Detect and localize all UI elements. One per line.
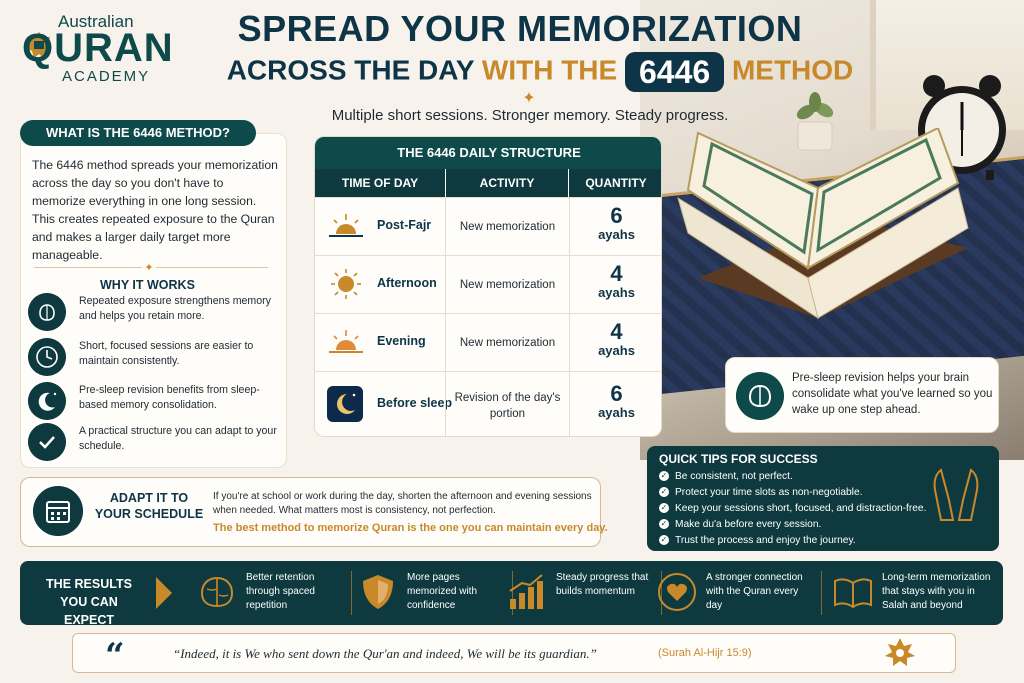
callout-text: Pre-sleep revision helps your brain consolidate what you've learned so you wake up one step ahead. (792, 372, 993, 416)
why-item (28, 423, 280, 463)
shield-icon (357, 571, 399, 613)
table-row (315, 197, 662, 255)
why-heading: WHY IT WORKS (100, 278, 195, 292)
tip-item (659, 471, 793, 482)
activity-cell: New memorization (445, 314, 569, 372)
tip-item (659, 535, 856, 546)
daily-structure-table (314, 136, 662, 437)
time-label: Afternoon (377, 276, 437, 290)
moon-icon (327, 386, 363, 422)
time-cell (325, 198, 445, 256)
adapt-highlight: The best method to memorize Quran is the one you can maintain every day. (213, 522, 608, 534)
arrow-right-icon (156, 577, 172, 609)
open-book-icon (832, 571, 874, 613)
quantity-number: 6 (610, 381, 623, 406)
why-item-text: Short, focused sessions are easier to maintain consistently. (79, 340, 254, 367)
result-text: Better retention through spaced repetition (246, 572, 315, 611)
result-item (357, 561, 507, 625)
tip-text: Make du'a before every session. (675, 519, 822, 530)
brain-icon (736, 372, 784, 420)
calendar-icon (33, 486, 83, 536)
activity-cell: New memorization (445, 198, 569, 256)
ornament-icon (885, 638, 915, 668)
quantity-number: 4 (610, 319, 623, 344)
result-text: More pages memorized with confidence (407, 572, 478, 611)
quantity-cell (569, 314, 662, 372)
page-subtitle: Multiple short sessions. Stronger memory. Steady progress. (331, 107, 729, 124)
title-part-c: METHOD (731, 54, 854, 86)
divider (821, 571, 822, 615)
logo-line1: Australian (58, 12, 134, 31)
title-6446-pill: 6446 (625, 52, 724, 92)
quote-source: (Surah Al-Hijr 15:9) (658, 647, 752, 659)
result-item (196, 561, 346, 625)
tip-item (659, 503, 926, 514)
time-cell (325, 314, 445, 372)
quote-text: “Indeed, it is We who sent down the Qur'an and indeed, We will be its guardian.” (173, 646, 597, 661)
heart-icon (656, 571, 698, 613)
result-text: A stronger connection with the Quran every day (706, 572, 803, 611)
activity-cell: New memorization (445, 256, 569, 314)
clock-icon (28, 338, 66, 376)
why-item (28, 382, 280, 422)
activity-cell: Revision of the day's portion (445, 372, 569, 437)
results-bar (20, 561, 1003, 625)
adapt-schedule-card (20, 477, 608, 547)
check-icon: ✓ (660, 487, 668, 497)
sunset-icon (327, 326, 365, 358)
quantity-unit: ayahs (598, 343, 635, 358)
what-is-body: The 6446 method spreads your memorization across the day so you don't have to memorize everything in one long session. This creates repeated exposure to the Quran and makes a larger daily target more manageable. (32, 158, 278, 262)
result-text: Steady progress that builds momentum (556, 572, 649, 597)
why-item (28, 338, 280, 378)
title-ornament-icon: ✦ (522, 90, 536, 107)
page-title-line2 (200, 52, 880, 92)
title-part-a: ACROSS THE DAY (226, 54, 475, 86)
logo-line2: QURAN (22, 26, 174, 70)
sun-icon (327, 268, 365, 300)
time-cell (325, 256, 445, 314)
table-row (315, 371, 662, 437)
logo-line3: ACADEMY (62, 68, 151, 85)
time-label: Before sleep (377, 396, 453, 410)
result-item (832, 561, 1000, 625)
table-row (315, 255, 662, 313)
column-header-time: TIME OF DAY (315, 169, 445, 197)
tip-text: Trust the process and enjoy the journey. (675, 535, 856, 546)
why-item (28, 293, 280, 333)
why-item-text: A practical structure you can adapt to your schedule. (79, 425, 277, 452)
quantity-number: 4 (610, 261, 623, 286)
tip-item (659, 487, 862, 498)
sunrise-icon (327, 210, 365, 242)
result-item (506, 561, 656, 625)
results-heading: THE RESULTS YOU CAN EXPECT (46, 577, 132, 627)
tip-text: Keep your sessions short, focused, and distraction-free. (675, 503, 927, 514)
quantity-unit: ayahs (598, 285, 635, 300)
check-icon: ✓ (660, 471, 668, 481)
quantity-cell (569, 198, 662, 256)
brain-icon (196, 571, 238, 613)
praying-hands-icon (927, 460, 985, 522)
tips-heading: QUICK TIPS FOR SUCCESS (659, 452, 818, 466)
check-icon (28, 423, 66, 461)
table-row (315, 313, 662, 371)
table-title: THE 6446 DAILY STRUCTURE (315, 137, 662, 169)
title-part-b: WITH THE (481, 54, 618, 86)
time-cell (325, 372, 453, 437)
quantity-number: 6 (610, 203, 623, 228)
why-item-text: Pre-sleep revision benefits from sleep-based memory consolidation. (79, 384, 260, 411)
moon-stars-icon (28, 382, 66, 420)
academy-logo[interactable] (22, 10, 202, 88)
why-item-text: Repeated exposure strengthens memory and helps you retain more. (79, 295, 271, 322)
divider (351, 571, 352, 615)
quick-tips-card (647, 446, 999, 551)
quran-book-image (668, 128, 978, 328)
quantity-unit: ayahs (598, 227, 635, 242)
tip-item (659, 519, 821, 530)
adapt-title: ADAPT IT TO YOUR SCHEDULE (94, 491, 204, 521)
page-title-line1: SPREAD YOUR MEMORIZATION (237, 8, 803, 49)
growth-chart-icon (506, 571, 548, 613)
check-icon: ✓ (660, 503, 668, 513)
time-label: Post-Fajr (377, 218, 432, 232)
what-is-heading: WHAT IS THE 6446 METHOD? (20, 120, 256, 146)
tip-text: Be consistent, not perfect. (675, 471, 793, 482)
result-item (656, 561, 816, 625)
quantity-unit: ayahs (598, 405, 635, 420)
quantity-cell (569, 372, 662, 437)
column-header-activity: ACTIVITY (446, 169, 568, 197)
check-icon: ✓ (660, 535, 668, 545)
adapt-description: If you're at school or work during the day, shorten the afternoon and evening sessions when needed. What matters most is consistency, not perfection. (213, 491, 592, 516)
quran-quote (72, 633, 956, 676)
pre-sleep-callout (725, 357, 999, 433)
quote-mark-icon: “ (105, 636, 125, 676)
check-icon: ✓ (660, 519, 668, 529)
time-label: Evening (377, 334, 426, 348)
quantity-cell (569, 256, 662, 314)
divider-ornament-icon: ✦ (142, 261, 156, 273)
column-header-quantity: QUANTITY (569, 169, 662, 197)
tip-text: Protect your time slots as non-negotiable. (675, 487, 863, 498)
result-text: Long-term memorization that stays with you in Salah and beyond (882, 572, 991, 611)
brain-icon (28, 293, 66, 331)
